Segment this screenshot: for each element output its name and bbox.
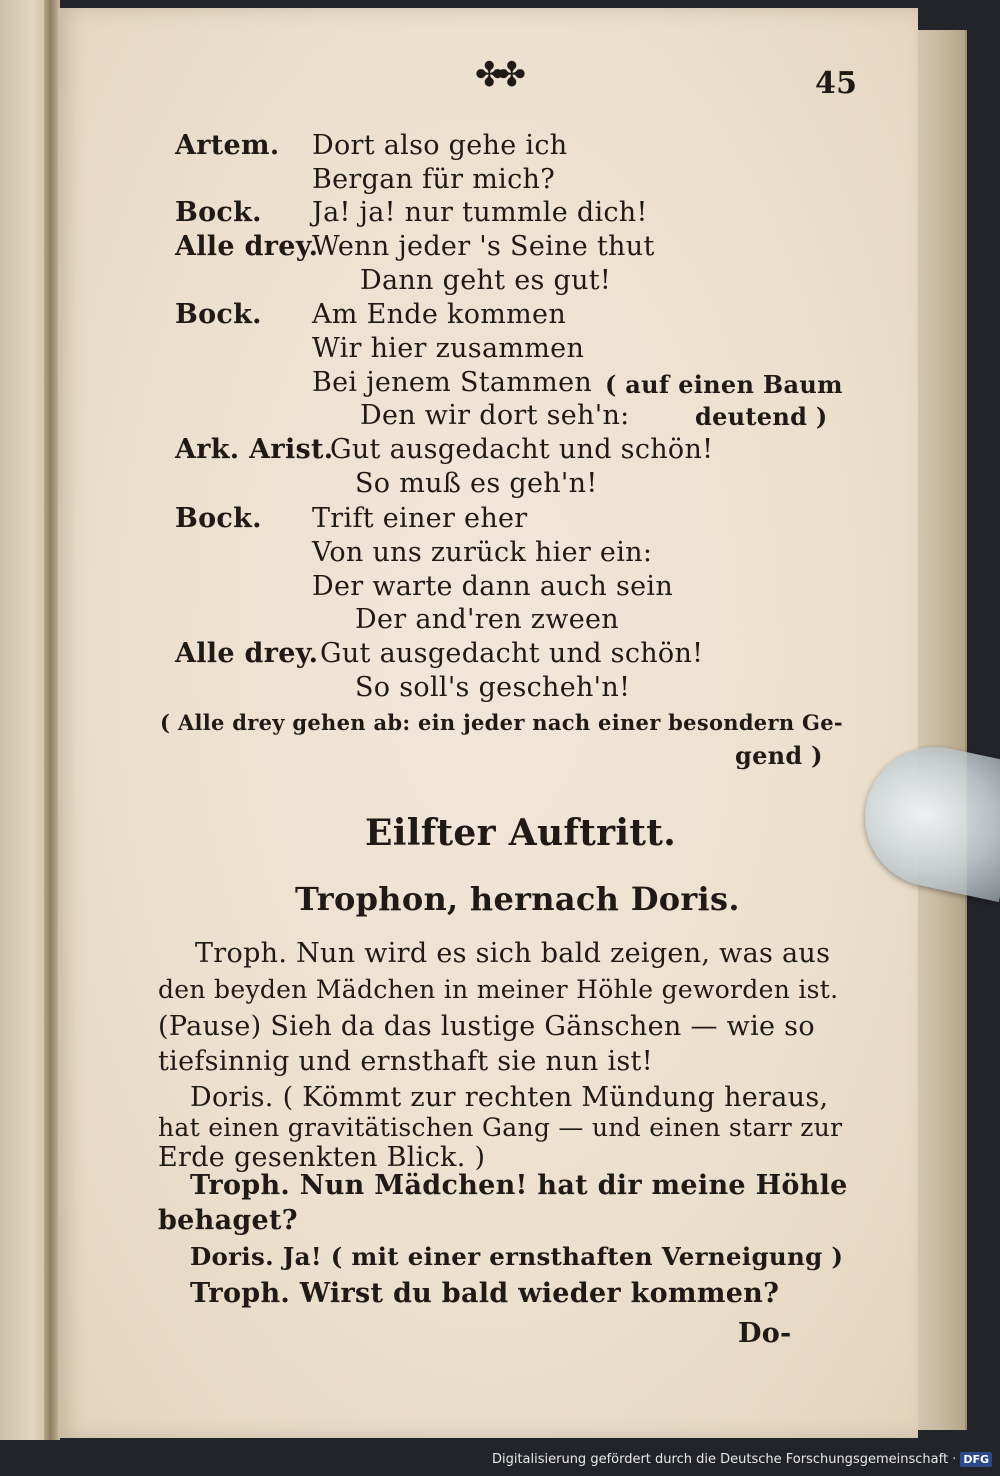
verse-line: So soll's gescheh'n!: [355, 672, 631, 703]
stage-direction: ( Alle drey gehen ab: ein jeder nach einer besondern Ge-: [160, 710, 843, 735]
verse-line: Der and'ren zween: [355, 604, 619, 635]
prose-line: tiefsinnig und ernsthaft sie nun ist!: [158, 1046, 653, 1077]
verse-line: Gut ausgedacht und schön!: [330, 434, 714, 465]
speaker-label: Bock.: [175, 503, 262, 534]
verse-line: Am Ende kommen: [312, 299, 567, 330]
speaker-label: Bock.: [175, 197, 262, 228]
stage-direction: deutend ): [695, 402, 828, 431]
prose-line: Troph. Nun Mädchen! hat dir meine Höhle: [190, 1170, 848, 1201]
scene-persons: Trophon, hernach Doris.: [295, 880, 740, 918]
header-ornament: ✤✤: [475, 55, 520, 95]
verse-line: Bei jenem Stammen: [312, 367, 593, 398]
verse-line: Dann geht es gut!: [360, 265, 612, 296]
scene-title: Eilfter Auftritt.: [365, 812, 677, 854]
prose-line: Troph. Nun wird es sich bald zeigen, was aus: [195, 938, 831, 969]
dfg-logo-icon: DFG: [960, 1452, 992, 1467]
speaker-label: Alle drey.: [175, 638, 319, 669]
prose-line: behaget?: [158, 1205, 298, 1236]
prose-line: hat einen gravitätischen Gang — und einen starr zur: [158, 1113, 843, 1142]
verse-line: Der warte dann auch sein: [312, 571, 674, 602]
prose-line: (Pause) Sieh da das lustige Gänschen — wie so: [158, 1011, 815, 1042]
prose-line: Troph. Wirst du bald wieder kommen?: [190, 1278, 780, 1309]
verse-line: Wir hier zusammen: [312, 333, 585, 364]
prose-line: den beyden Mädchen in meiner Höhle geworden ist.: [158, 975, 839, 1004]
prose-line: Doris. ( Kömmt zur rechten Mündung heraus,: [190, 1082, 829, 1113]
footer-text: Digitalisierung gefördert durch die Deutsche Forschungsgemeinschaft ·: [491, 1452, 957, 1467]
verse-line: Den wir dort seh'n:: [360, 400, 630, 431]
catchword: Do-: [738, 1318, 792, 1349]
stage-direction: gend ): [735, 741, 823, 770]
prose-line: Doris. Ja! ( mit einer ernsthaften Verneigung ): [190, 1242, 844, 1271]
verse-line: Ja! ja! nur tummle dich!: [312, 197, 648, 228]
verse-line: Bergan für mich?: [312, 164, 555, 195]
speaker-label: Alle drey.: [175, 231, 319, 262]
verse-line: Dort also gehe ich: [312, 130, 568, 161]
stage-direction: ( auf einen Baum: [605, 370, 843, 399]
page-number: 45: [815, 66, 858, 101]
speaker-label: Bock.: [175, 299, 262, 330]
verse-line: So muß es geh'n!: [355, 468, 598, 499]
speaker-label: Ark. Arist.: [175, 434, 334, 465]
digitization-footer: [492, 1452, 992, 1467]
prose-line: Erde gesenkten Blick. ): [158, 1142, 486, 1173]
verse-line: Gut ausgedacht und schön!: [320, 638, 704, 669]
verse-line: Trift einer eher: [312, 503, 528, 534]
verse-line: Von uns zurück hier ein:: [312, 537, 653, 568]
speaker-label: Artem.: [175, 130, 280, 161]
verse-line: Wenn jeder 's Seine thut: [312, 231, 655, 262]
